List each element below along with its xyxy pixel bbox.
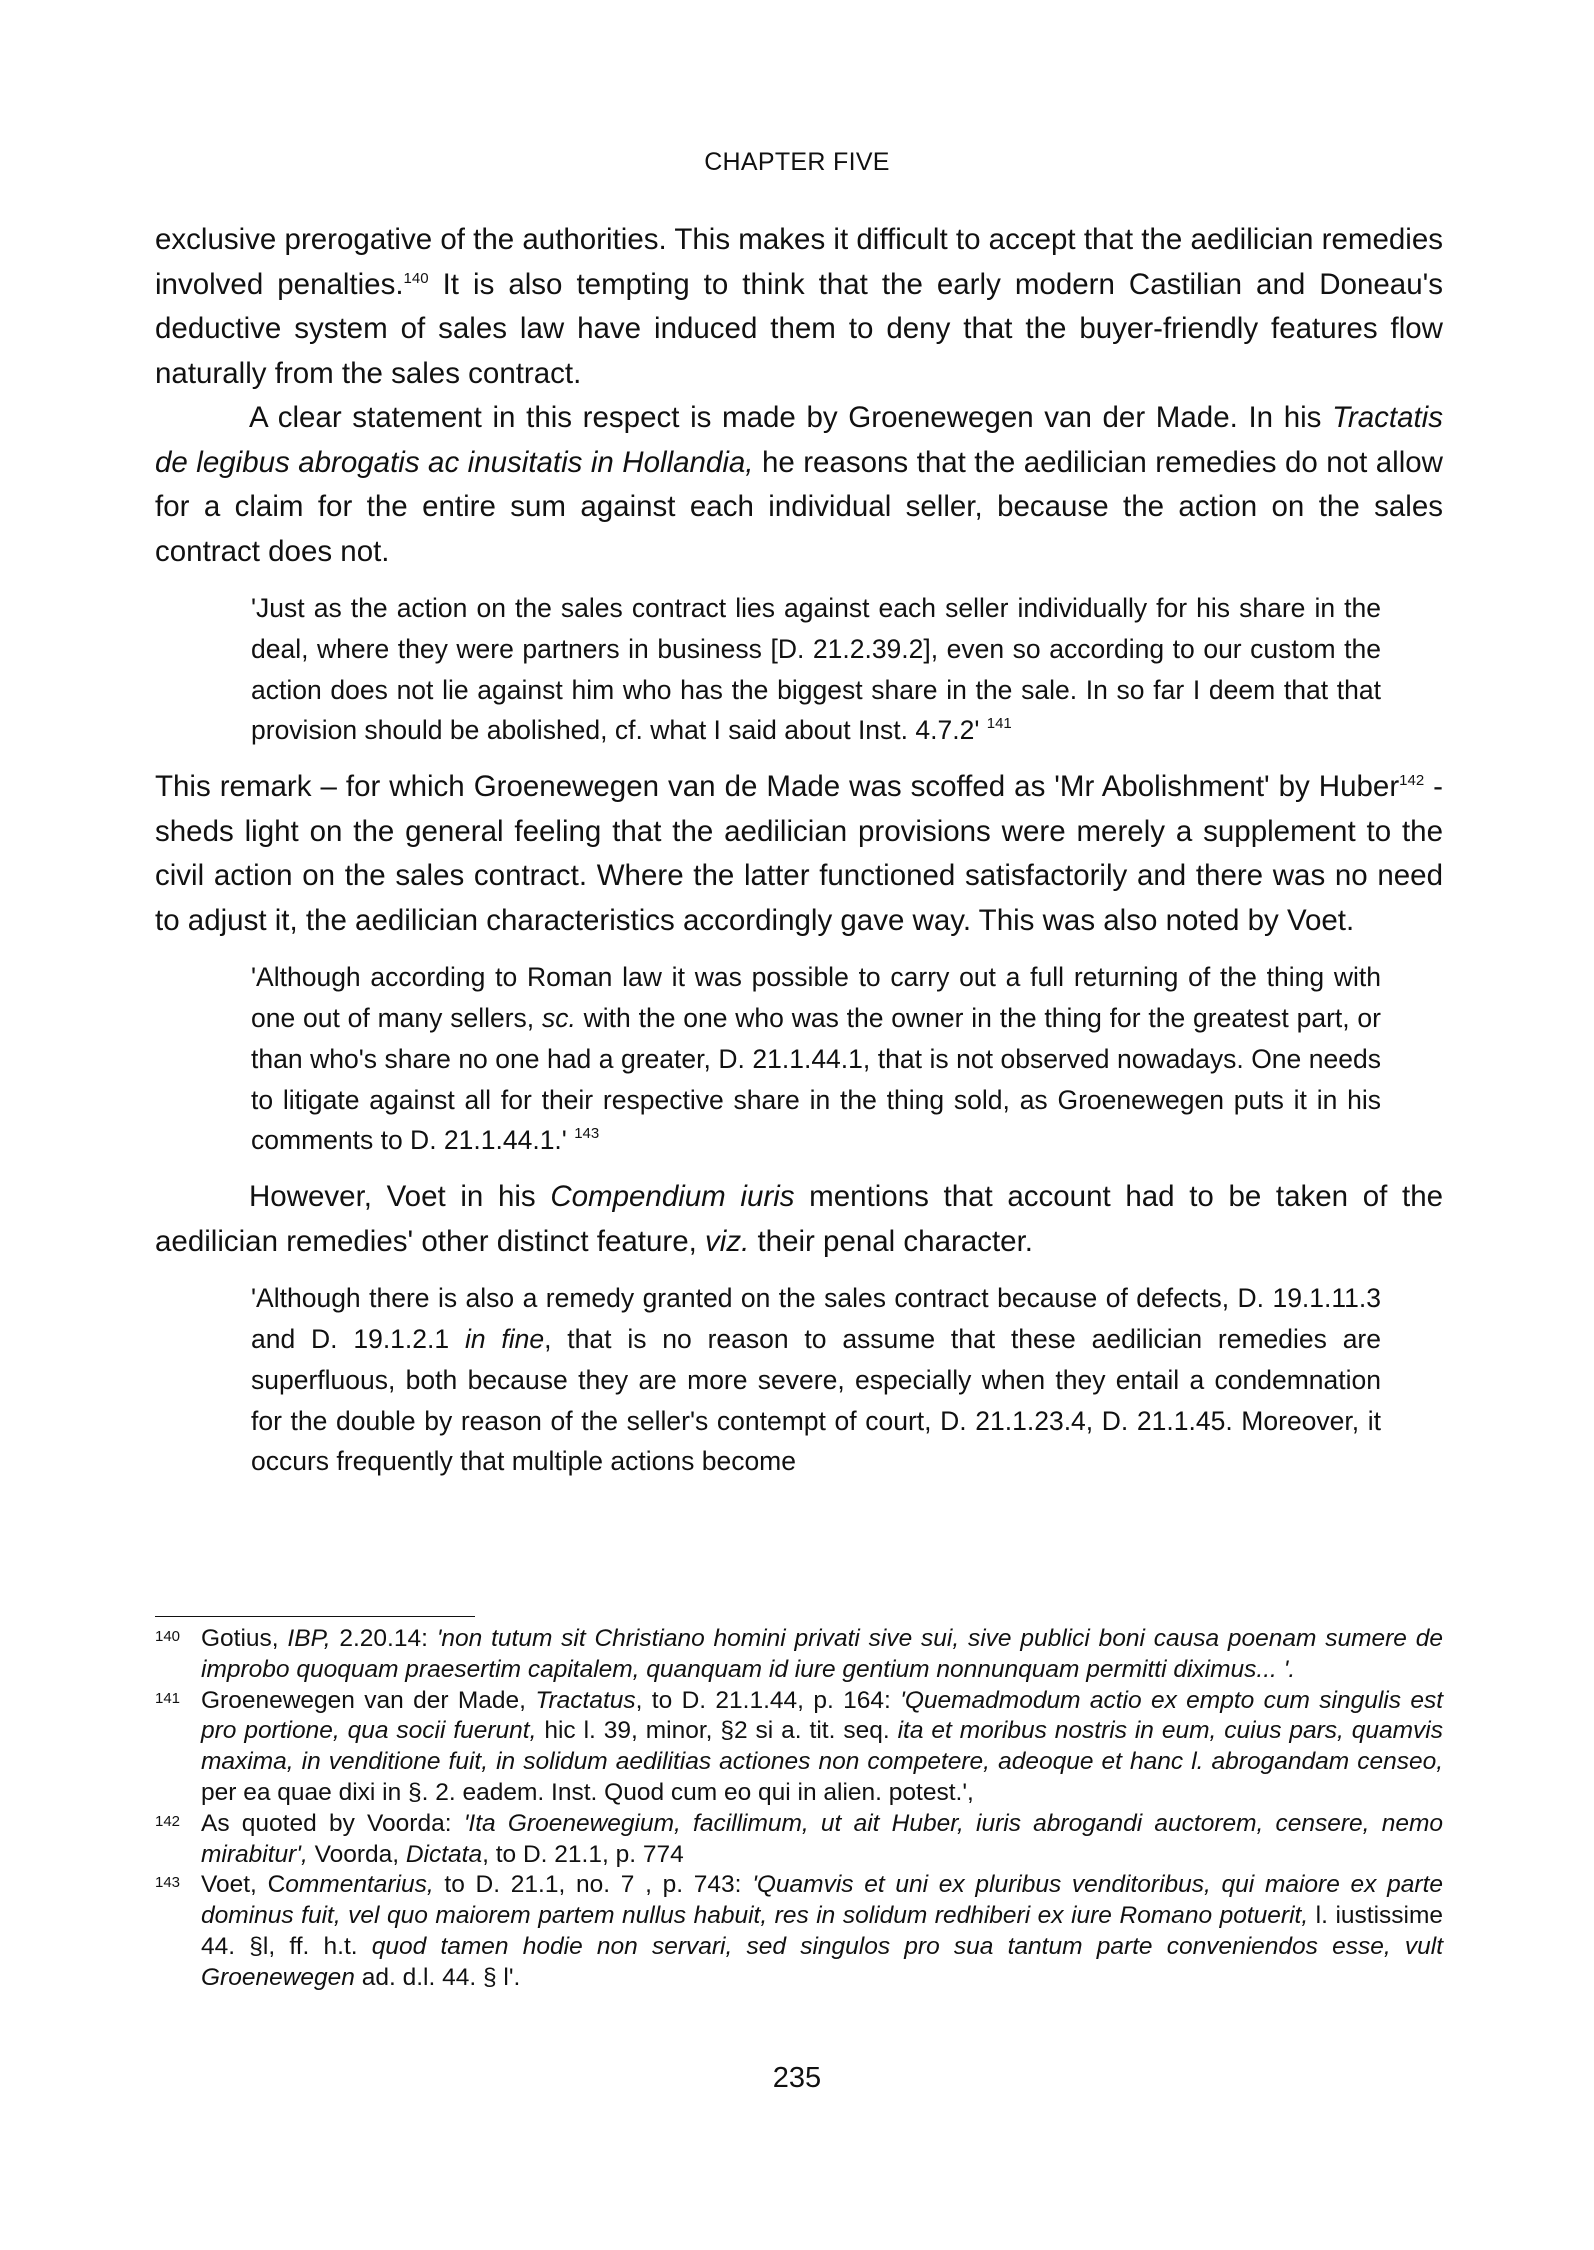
footnote-number: 141 <box>155 1689 181 1707</box>
text-segment: ad. d.l. 44. § l'. <box>354 1963 521 1991</box>
text-segment: Tractatus <box>535 1686 636 1714</box>
text-segment: - sheds light on the general feeling that the aedilician provisions were merely a supplement to the civil action on the sales contract. Where the latter functioned satisfactorily and there was no need to adjust it, the aedilician characteristics accordingly gave way. This was also noted by Voet. <box>155 770 1443 937</box>
footnote <box>155 1686 1443 1809</box>
text-segment: with the one who was the owner in the thing for the greatest part, or than who's share no one had a greater, D. 21.1.44.1, that is not observed nowadays. One needs to litigate against all for their respective share in the thing sold, as Groenewegen puts it in his comments to D. 21.1.44.1.' <box>251 1002 1381 1156</box>
text-segment: sc. <box>541 1002 576 1033</box>
block-quote <box>251 1278 1381 1482</box>
footnotes <box>155 1624 1443 1994</box>
footnote-divider <box>155 1616 475 1617</box>
footnote-reference: 142 <box>1399 772 1425 790</box>
text-segment: IBP, <box>287 1625 331 1652</box>
text-segment: 'Quamvis et uni ex pluribus venditoribus, qui maiore ex parte dominus fuit, vel quo maiorem partem nullus habuit, res in solidum redhiberi ex iure Romano potuerit, <box>201 1871 1443 1930</box>
text-segment: per ea quae dixi in §. 2. eadem. Inst. Quod cum eo qui in alien. potest.', <box>201 1778 974 1806</box>
footnote <box>155 1870 1443 1993</box>
footnote <box>155 1809 1443 1871</box>
text-segment: 'Just as the action on the sales contract lies against each seller individually for his share in the deal, where they were partners in business [D. 21.2.39.2], even so according to our custom the action does not lie against him who has the biggest share in the sale. In so far I deem that that provision should be abolished, cf. what I said about Inst. 4.7.2' <box>251 593 1381 746</box>
footnote-reference: 140 <box>403 269 429 287</box>
text-segment: Voorda, <box>307 1840 406 1868</box>
block-quote <box>251 957 1381 1161</box>
paragraph <box>155 765 1443 943</box>
page-number: 235 <box>772 2062 822 2094</box>
text-segment: l. iustissime 44. §l, ff. h.t. <box>201 1902 1443 1960</box>
text-segment: Groenewegen van der Made, <box>201 1686 536 1714</box>
text-segment: It is also tempting to think that the early modern Castilian and Doneau's deductive system of sales law have induced them to deny that the buyer-friendly features flow naturally from the sales contract. <box>155 267 1443 390</box>
text-segment: mentions that account had to be taken of the aedilician remedies' other distinct feature, <box>155 1180 1444 1258</box>
paragraph <box>155 396 1443 574</box>
text-segment: 'Although according to Roman law it was possible to carry out a full returning of the thing with one out of many sellers, <box>251 962 1381 1033</box>
text-segment: Compendium iuris <box>550 1180 795 1214</box>
footnote-number: 143 <box>155 1874 181 1892</box>
text-segment: 2.20.14: <box>330 1625 437 1652</box>
footnote <box>155 1624 1443 1686</box>
body-text <box>155 218 1443 1496</box>
text-segment: Gotius, <box>201 1625 288 1652</box>
footnote-number: 142 <box>155 1812 181 1830</box>
text-segment: Tractatis de legibus abrogatis ac inusitatis in Hollandia, <box>155 401 1443 479</box>
text-segment: 'Although there is also a remedy granted on the sales contract because of defects, D. 19.1.11.3 and D. 19.1.2.1 <box>251 1283 1381 1354</box>
footnote-reference: 141 <box>986 715 1012 733</box>
text-segment: ommentarius, <box>285 1871 434 1899</box>
text-segment: he reasons that the aedilician remedies do not allow for a claim for the entire sum against each individual seller, because the action on the sales contract does not. <box>155 445 1443 568</box>
text-segment: 'Quemadmodum actio ex empto cum singulis est pro portione, qua socii fuerunt, <box>201 1686 1444 1745</box>
text-segment: As quoted by Voorda: <box>201 1809 464 1837</box>
text-segment: viz. <box>705 1224 750 1258</box>
text-segment: to D. 21.1, no. 7 , p. 743: <box>433 1871 753 1899</box>
text-segment: 'non tutum sit Christiano homini privati sive sui, sive publici boni causa poenam sumere de improbo quoquam praesertim capitalem, quanquam id iure gentium nonnunquam permitti diximus... '. <box>201 1625 1443 1683</box>
text-segment: hic l. 39, minor, §2 si a. tit. seq. <box>536 1717 898 1745</box>
paragraph <box>155 218 1443 396</box>
text-segment: Voet, C <box>201 1871 286 1899</box>
text-segment: quod tamen hodie non servari, sed singulos pro sua tantum parte conveniendos esse, vult Groenewegen <box>201 1932 1444 1991</box>
text-segment: However, Voet in his <box>249 1180 551 1214</box>
text-segment: exclusive prerogative of the authorities. This makes it difficult to accept that the aedilician remedies involved penalties. <box>155 223 1443 301</box>
paragraph <box>155 1175 1443 1264</box>
text-segment: in fine <box>464 1323 545 1354</box>
text-segment: 'Ita Groenewegium, facillimum, ut ait Huber, iuris abrogandi auctorem, censere, nemo mirabitur', <box>201 1809 1443 1868</box>
text-segment: their penal character. <box>749 1224 1033 1258</box>
text-segment: , to D. 21.1.44, p. 164: <box>635 1686 901 1714</box>
text-segment: This remark – for which Groenewegen van de Made was scoffed as 'Mr Abolishment' by Huber <box>155 770 1400 804</box>
footnote-reference: 143 <box>574 1125 600 1143</box>
text-segment: Dictata <box>405 1840 483 1868</box>
text-segment: ita et moribus nostris in eum, cuius pars, quamvis maxima, in venditione fuit, in solidum aedilitias actiones non competere, adeoque et hanc l. abrogandam censeo, <box>201 1717 1443 1776</box>
running-header: CHAPTER FIVE <box>704 148 890 176</box>
block-quote <box>251 588 1381 751</box>
text-segment: , that is no reason to assume that these aedilician remedies are superfluous, both because they are more severe, especially when they entail a condemnation for the double by reason of the seller's contempt of court, D. 21.1.23.4, D. 21.1.45. Moreover, it occurs frequently that multiple actions become <box>251 1323 1381 1477</box>
footnote-number: 140 <box>155 1628 181 1645</box>
text-segment: , to D. 21.1, p. 774 <box>482 1840 684 1868</box>
text-segment: A clear statement in this respect is made by Groenewegen van der Made. In his <box>249 401 1333 434</box>
